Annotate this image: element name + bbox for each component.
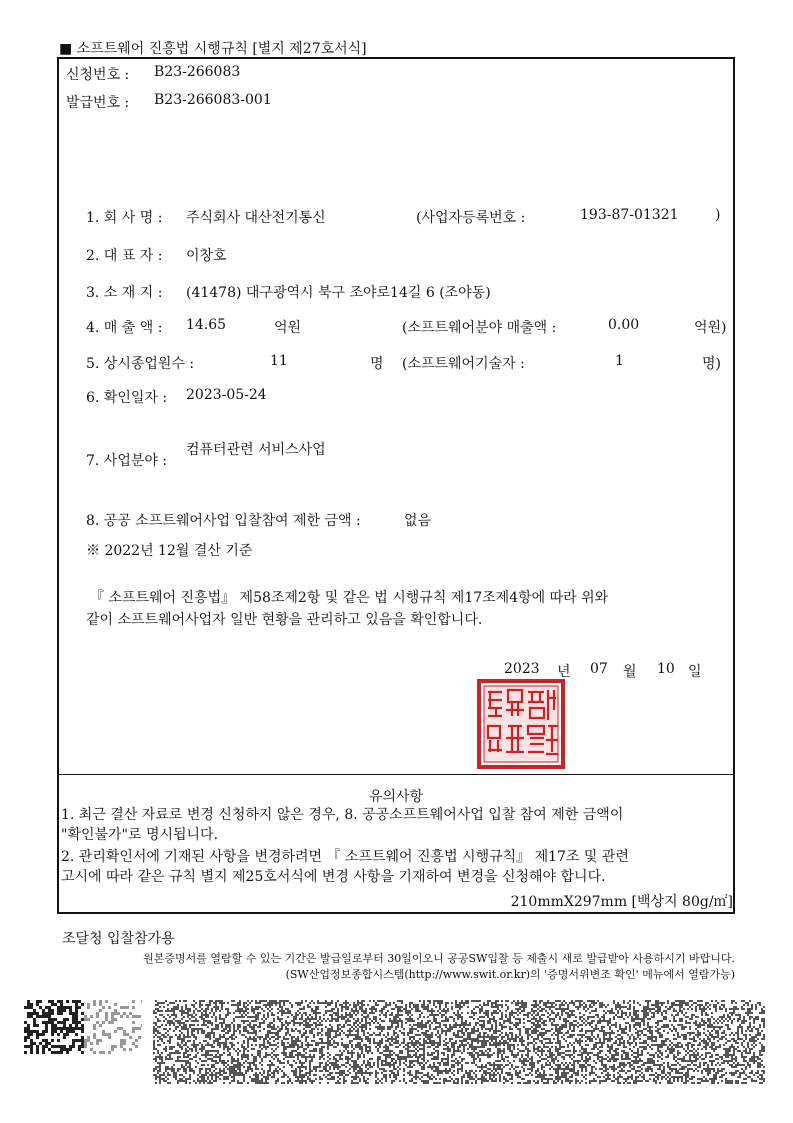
sales-unit: 억원 xyxy=(274,320,302,336)
confirm-date-value: 2023-05-24 xyxy=(186,387,267,403)
sw-engineers-unit: 명) xyxy=(702,356,721,372)
sales-value: 14.65 xyxy=(186,317,227,333)
form-header: ■ 소프트웨어 진흥법 시행규칙 [별지 제27호서식] xyxy=(59,41,367,57)
business-reg-number: 193-87-01321 xyxy=(580,207,679,223)
issue-month: 07 xyxy=(590,661,608,677)
employees-value: 11 xyxy=(270,353,288,369)
application-number-label: 신청번호 : xyxy=(66,67,130,83)
statement-line-1: 『 소프트웨어 진흥법』 제58조제2항 및 같은 법 시행규칙 제17조제4항에 따라 위와 xyxy=(90,590,609,606)
sw-engineers-label: (소프트웨어기술자 : xyxy=(402,356,525,372)
sw-sales-value: 0.00 xyxy=(608,317,640,333)
notice-line-2: "확인불가"로 명시됩니다. xyxy=(61,827,219,843)
application-number: B23-266083 xyxy=(154,64,241,80)
notice-line-4: 고시에 따라 같은 규칙 별지 제25호서식에 변경 사항을 기재하여 변경을 신청해야 합니다. xyxy=(61,869,606,885)
sales-label: 4. 매 출 액 : xyxy=(86,320,163,336)
sw-engineers-value: 1 xyxy=(615,353,624,369)
address-value: (41478) 대구광역시 북구 조야로14길 6 (조야동) xyxy=(186,285,491,301)
ceo-name: 이창호 xyxy=(186,248,227,264)
paper-spec: 210mmX297mm [백상지 80g/㎡] xyxy=(510,894,733,910)
sw-sales-label: (소프트웨어분야 매출액 : xyxy=(402,320,557,336)
issue-month-unit: 월 xyxy=(623,664,637,680)
sw-sales-unit: 억원) xyxy=(694,320,727,336)
employees-unit: 명 xyxy=(370,356,384,372)
issue-year: 2023 xyxy=(504,661,540,677)
statement-line-2: 같이 소프트웨어사업자 일반 현황을 관리하고 있음을 확인합니다. xyxy=(86,612,483,628)
notice-line-1: 1. 최근 결산 자료로 변경 신청하지 않은 경우, 8. 공공소프트웨어사업 입찰 참여 제한 금액이 xyxy=(61,807,624,823)
footer-source: (SW산업정보종합시스템(http://www.swit.or.kr)의 '증명서위변조 확인' 메뉴에서 열람가능) xyxy=(285,968,735,981)
issue-number-label: 발급번호 : xyxy=(66,95,130,111)
employees-label: 5. 상시종업원수 : xyxy=(86,356,195,372)
business-reg-label: (사업자등록번호 : xyxy=(416,210,526,226)
footer-purpose: 조달청 입찰참가용 xyxy=(62,931,175,947)
business-reg-close: ) xyxy=(715,207,721,223)
issue-number: B23-266083-001 xyxy=(154,92,272,108)
official-seal xyxy=(476,678,566,770)
confirm-date-label: 6. 확인일자 : xyxy=(86,390,168,406)
qr-code xyxy=(24,1000,142,1054)
address-label: 3. 소 재 지 : xyxy=(86,285,163,301)
notice-line-3: 2. 관리확인서에 기재된 사항을 변경하려면 『 소프트웨어 진흥법 시행규칙』 제17조 및 관련 xyxy=(61,849,629,865)
notice-divider xyxy=(57,774,735,775)
business-field-value: 컴퓨터관련 서비스사업 xyxy=(186,442,326,458)
issue-day: 10 xyxy=(657,661,675,677)
settlement-note: ※ 2022년 12월 결산 기준 xyxy=(86,543,253,559)
issue-year-unit: 년 xyxy=(557,664,571,680)
business-field-label: 7. 사업분야 : xyxy=(86,453,168,469)
issue-day-unit: 일 xyxy=(688,664,702,680)
ceo-label: 2. 대 표 자 : xyxy=(86,248,163,264)
bid-limit-value: 없음 xyxy=(404,513,432,529)
notice-title: 유의사항 xyxy=(369,789,424,805)
verification-barcode xyxy=(153,1000,765,1084)
bid-limit-label: 8. 공공 소프트웨어사업 입찰참여 제한 금액 : xyxy=(86,513,361,529)
footer-validity: 원본증명서를 열람할 수 있는 기간은 발급일로부터 30일이오니 공공SW입찰 등 제출시 새로 발급받아 사용하시기 바랍니다. xyxy=(143,952,735,965)
company-name: 주식회사 대산전기통신 xyxy=(186,210,326,226)
company-label: 1. 회 사 명 : xyxy=(86,210,163,226)
